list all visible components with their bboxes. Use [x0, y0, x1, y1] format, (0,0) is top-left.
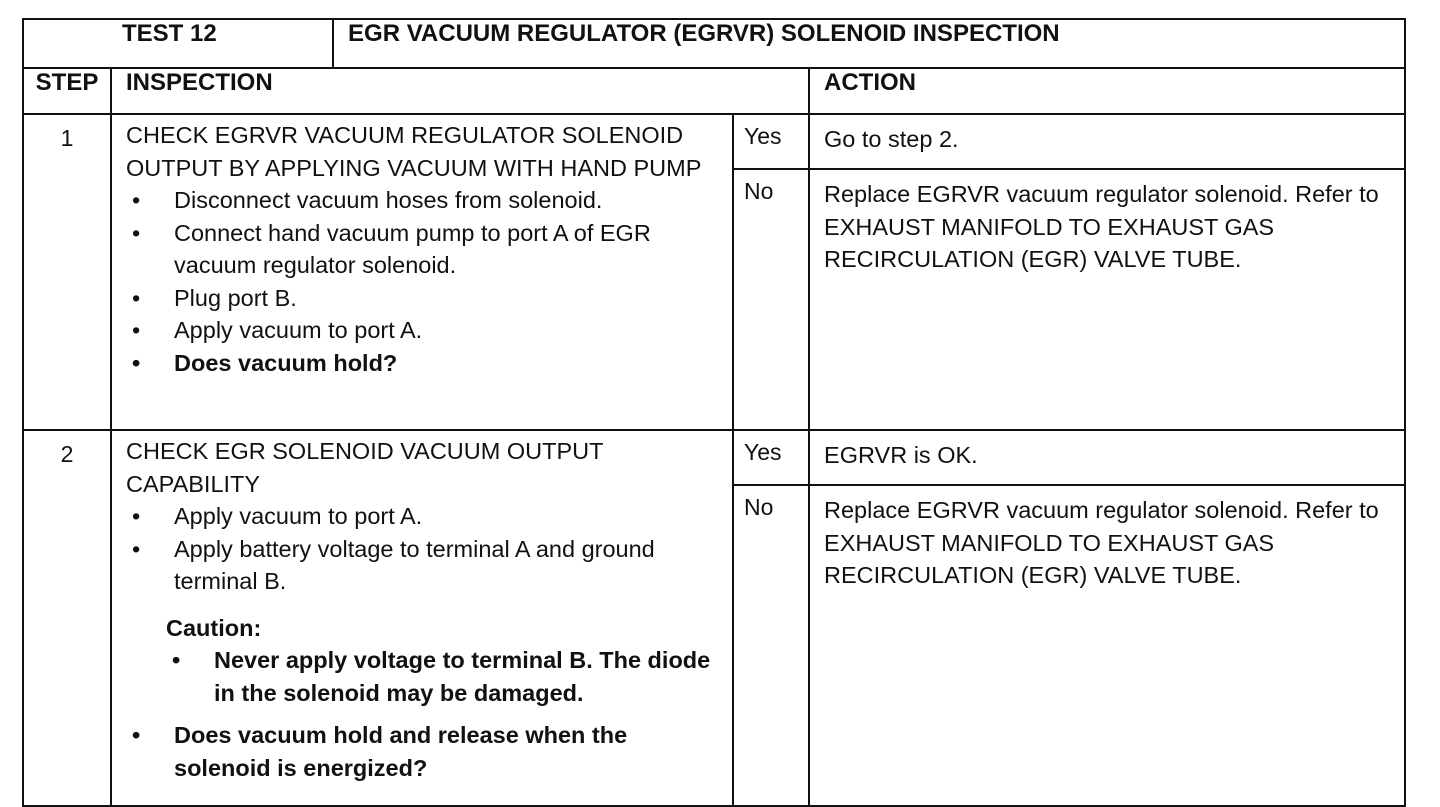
no-action: Replace EGRVR vacuum regulator solenoid. Refer to EXHAUST MANIFOLD TO EXHAUST GAS RECIRCULATION (EGR) VALVE TUBE.: [809, 169, 1405, 430]
step-number: 2: [23, 430, 111, 806]
yes-action: EGRVR is OK.: [809, 430, 1405, 485]
step-header: STEP: [23, 68, 111, 114]
yes-label: Yes: [733, 114, 809, 169]
caution-block: [166, 612, 724, 710]
step-1-check: CHECK EGRVR VACUUM REGULATOR SOLENOID OUTPUT BY APPLYING VACUUM WITH HAND PUMP: [126, 122, 702, 181]
yes-label: Yes: [733, 430, 809, 485]
bullet-item: • Connect hand vacuum pump to port A of EGR vacuum regulator solenoid.: [126, 217, 724, 282]
title-row: [23, 19, 1405, 68]
no-label: No: [733, 169, 809, 430]
bullet-item: • Plug port B.: [126, 282, 724, 315]
bullet-item: • Apply vacuum to port A.: [126, 500, 724, 533]
no-label: No: [733, 485, 809, 806]
inspection-header: INSPECTION: [111, 68, 809, 114]
caution-text: • Never apply voltage to terminal B. The diode in the solenoid may be damaged.: [166, 644, 724, 709]
yes-action: Go to step 2.: [809, 114, 1405, 169]
step-1-inspection: [111, 114, 733, 430]
step-2-question-list: [126, 719, 724, 784]
caution-title: Caution:: [166, 614, 262, 641]
step-2-bullets: [126, 500, 724, 598]
step-1-yes-row: [23, 114, 1405, 169]
step-1-question: • Does vacuum hold?: [126, 347, 724, 380]
header-row: [23, 68, 1405, 114]
no-action: Replace EGRVR vacuum regulator solenoid. Refer to EXHAUST MANIFOLD TO EXHAUST GAS RECIRCULATION (EGR) VALVE TUBE.: [809, 485, 1405, 806]
inspection-document: [22, 18, 1404, 790]
step-2-question: • Does vacuum hold and release when the solenoid is energized?: [126, 719, 724, 784]
step-1-bullets: [126, 184, 724, 379]
step-2-check: CHECK EGR SOLENOID VACUUM OUTPUT CAPABILITY: [126, 438, 604, 497]
bullet-item: • Apply battery voltage to terminal A and ground terminal B.: [126, 533, 724, 598]
caution-list: [166, 644, 724, 709]
bullet-item: • Apply vacuum to port A.: [126, 314, 724, 347]
inspection-table: [22, 18, 1406, 807]
test-title: EGR VACUUM REGULATOR (EGRVR) SOLENOID INSPECTION: [333, 19, 1405, 68]
step-2-inspection: [111, 430, 733, 806]
action-header: ACTION: [809, 68, 1405, 114]
bullet-item: • Disconnect vacuum hoses from solenoid.: [126, 184, 724, 217]
step-number: 1: [23, 114, 111, 430]
test-code: TEST 12: [23, 19, 333, 68]
step-2-yes-row: [23, 430, 1405, 485]
